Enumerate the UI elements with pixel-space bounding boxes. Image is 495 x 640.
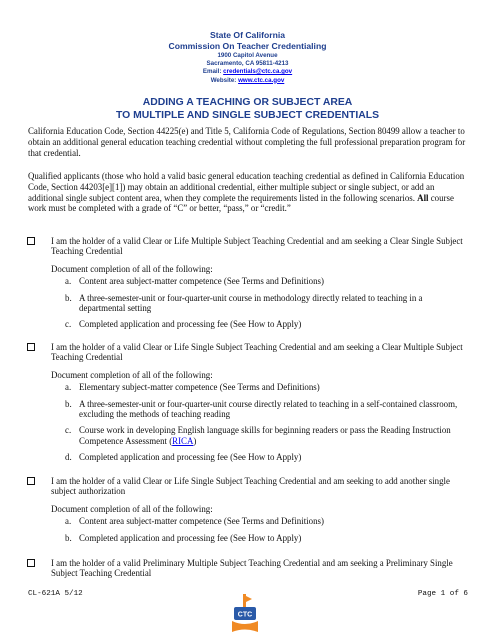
scenario-4-checkbox[interactable]	[27, 559, 35, 567]
intro-paragraph-2	[28, 171, 468, 214]
scenario-3-items	[27, 516, 469, 543]
scenario-2-items	[27, 382, 469, 462]
scenario-2-checkbox[interactable]	[27, 343, 35, 351]
list-item: b. A three-semester-unit or four-quarter-unit course in methodology directly related to teaching in a departmental setting	[65, 292, 423, 314]
list-item: c. Course work in developing English language skills for beginning readers or pass the Reading Instruction Competence Assessment (RICA)	[65, 425, 451, 446]
form-id: CL-621A 5/12	[28, 590, 83, 598]
intro-p2-text: Qualified applicants (those who hold a valid basic general education teaching credential as defined in California Education Code, Section 44203[e][1]) may obtain an additional credential, either multiple subject or single subject, or add an additional single subject content area, when they complete the requirements listed in the following scenarios.	[28, 171, 465, 203]
logo-flag-shape	[246, 596, 252, 602]
intro-paragraph-1: California Education Code, Section 44225(e) and Title 5, California Code of Regulations, Section 80499 allow a teacher to obtain an additional general education teaching credential without completing the full professional preparation program for that credential.	[28, 126, 466, 158]
scenario-3-checkbox[interactable]	[27, 477, 35, 485]
state-name: State Of California	[210, 30, 285, 40]
list-item: b. Completed application and processing fee (See How to Apply)	[65, 532, 302, 543]
intro-p2-end: course work must be completed with a grade of “C” or better, “pass,” or “credit.”	[28, 192, 454, 214]
scenario-1-checkbox[interactable]	[27, 237, 35, 245]
website-link[interactable]: www.ctc.ca.gov	[238, 76, 285, 84]
list-item: c. Completed application and processing fee (See How to Apply)	[65, 319, 302, 330]
scenario-4-text: I am the holder of a valid Preliminary Multiple Subject Teaching Credential and am seeking a Preliminary Single Subject Teaching Credential	[51, 558, 453, 579]
email-label: Email:	[202, 68, 222, 76]
scenario-2-doc-label: Document completion of all of the following:	[51, 369, 213, 380]
scenario-3-doc-label: Document completion of all of the following:	[51, 503, 213, 514]
logo-flame-shape	[243, 594, 246, 607]
city-line: Sacramento, CA 95811-4213	[206, 60, 289, 68]
website-label: Website:	[210, 76, 237, 84]
scenario-1	[27, 236, 469, 336]
title-line-2: TO MULTIPLE AND SINGLE SUBJECT CREDENTIALS	[115, 110, 380, 122]
list-item: a. Content area subject-matter competence (See Terms and Definitions)	[65, 516, 324, 527]
ctc-logo	[230, 593, 260, 633]
scenario-2-text: I am the holder of a valid Clear or Life Single Subject Teaching Credential and am seeking a Clear Multiple Subject Teaching Credential	[51, 342, 463, 363]
document-title	[0, 96, 495, 123]
intro-p2-bold: All	[417, 192, 429, 203]
scenario-1-doc-label: Document completion of all of the following:	[51, 263, 213, 274]
commission-name: Commission On Teacher Credentialing	[168, 41, 327, 51]
scenario-1-items	[27, 276, 469, 330]
scenario-2	[27, 342, 469, 469]
list-item: a. Elementary subject-matter competence (See Terms and Definitions)	[65, 382, 320, 393]
letterhead	[0, 30, 495, 85]
logo-book-shape	[232, 621, 258, 632]
logo-text: CTC	[237, 611, 253, 619]
title-line-1: ADDING A TEACHING OR SUBJECT AREA	[142, 97, 353, 108]
list-item: d. Completed application and processing fee (See How to Apply)	[65, 452, 302, 463]
scenario-4	[27, 558, 469, 579]
scenario-3-text: I am the holder of a valid Clear or Life Single Subject Teaching Credential and am seeking to add another single subject authorization	[51, 476, 450, 497]
scenario-1-text: I am the holder of a valid Clear or Life Multiple Subject Teaching Credential and am seeking a Clear Single Subject Teaching Credential	[51, 236, 463, 257]
rica-link[interactable]: RICA	[172, 435, 194, 446]
email-line	[0, 68, 495, 76]
page-number: Page 1 of 6	[417, 590, 468, 598]
scenario-3	[27, 476, 469, 549]
email-link[interactable]: credentials@ctc.ca.gov	[223, 68, 293, 76]
website-line	[0, 77, 495, 85]
list-item: b. A three-semester-unit or four-quarter-unit course directly related to teaching in a self-contained classroom, excluding the methods of teaching reading	[65, 398, 458, 420]
address-line: 1900 Capitol Avenue	[217, 52, 278, 59]
list-item: a. Content area subject-matter competence (See Terms and Definitions)	[65, 276, 324, 287]
